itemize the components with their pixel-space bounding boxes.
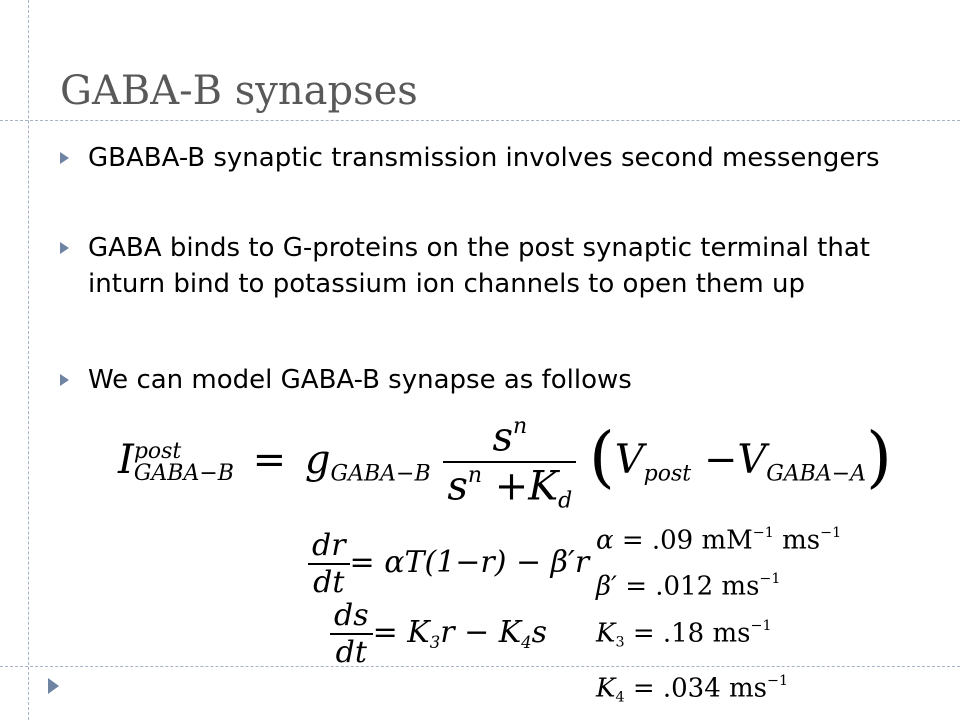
slide-title: GABA-B synapses <box>60 68 418 114</box>
triangle-bullet-icon <box>60 152 69 164</box>
dr-dt-equation <box>308 528 589 600</box>
bullet-text: GBABA-B synaptic transmission involves second messengers <box>88 143 880 173</box>
parameter-list <box>596 514 841 718</box>
bullet-item-2 <box>60 230 920 302</box>
bullet-item-3 <box>60 362 920 398</box>
bullet-item-1 <box>60 140 920 176</box>
param-k3: $K_3 = .18$ $ms^{-1}$ <box>596 617 772 651</box>
dr-dt-rhs: = αT(1−r) − β′r <box>349 545 590 580</box>
title-divider <box>0 120 960 121</box>
triangle-bullet-icon <box>60 374 69 386</box>
param-alpha: α = .09 $mM^{-1}$ $ms^{-1}$ <box>596 525 842 556</box>
left-paren: ( <box>588 418 615 496</box>
decorative-vertical-rule <box>28 0 29 720</box>
ds-dt-equation <box>330 598 547 670</box>
footer-triangle-icon <box>48 678 59 694</box>
ds-dt-fraction: $\frac{ds}{dt}$ <box>330 598 373 670</box>
param-k4: $K_4 = .034$ $ms^{-1}$ <box>596 673 789 706</box>
hill-fraction: $\frac{s^n}{s^n +K_d}$ <box>443 414 576 513</box>
dr-dt-fraction: $\frac{dr}{dt}$ <box>308 528 350 600</box>
bullet-text: We can model GABA-B synapse as follows <box>88 365 632 395</box>
ds-dt-rhs: = $K_3r - K_4s$ <box>372 615 548 652</box>
driving-force: $V_{post} -V_{GABA-A}$ <box>614 437 867 488</box>
bullet-text: GABA binds to G-proteins on the post synaptic terminal that inturn bind to potassium ion channels to open them up <box>88 233 870 299</box>
lhs-current: I post GABA−B <box>118 437 234 487</box>
right-paren: ) <box>866 418 892 496</box>
param-beta: β′ = .012 $ms^{-1}$ <box>596 571 781 602</box>
gaba-b-current-equation <box>118 414 892 513</box>
triangle-bullet-icon <box>60 242 69 254</box>
footer-divider <box>0 666 960 667</box>
equals-sign: = <box>252 437 287 484</box>
conductance-term: $g_{GABA-B}$ <box>304 437 431 488</box>
